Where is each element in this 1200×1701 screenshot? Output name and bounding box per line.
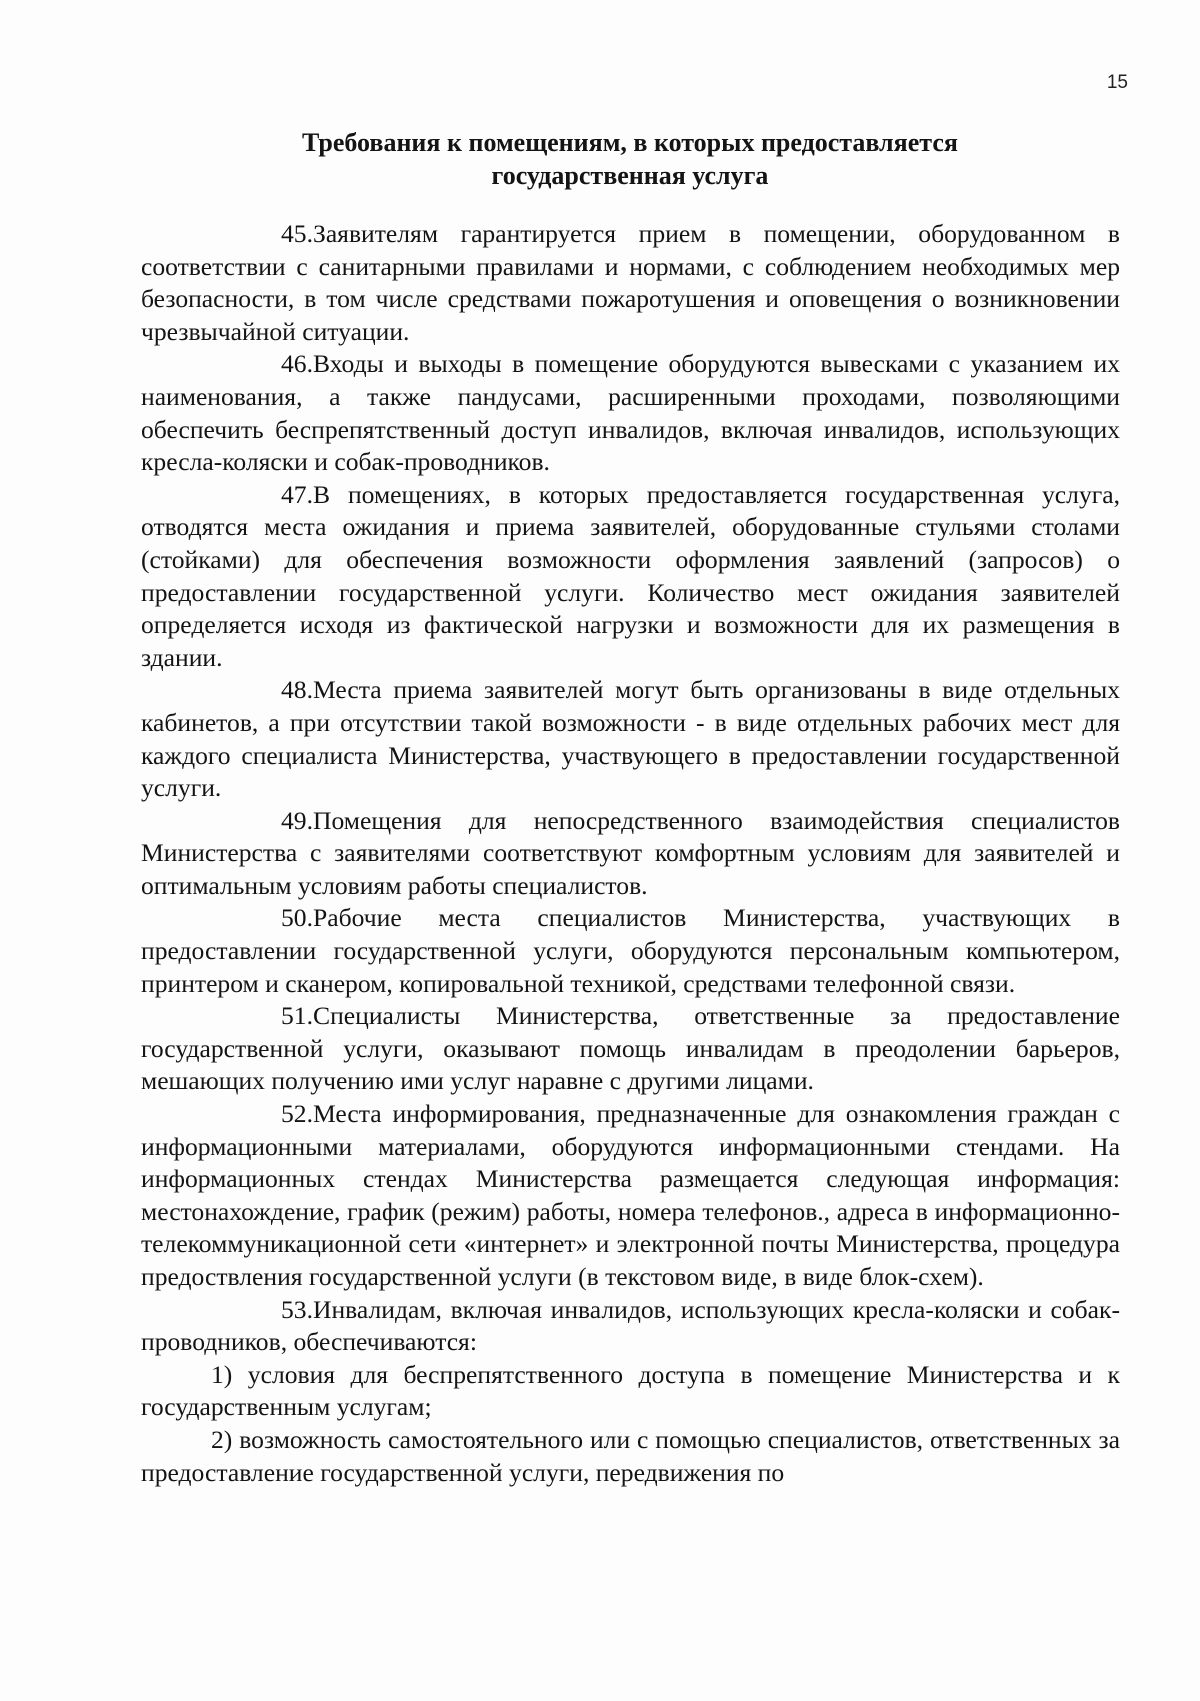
paragraph-46 [141,348,1120,478]
paragraph-number: 53. [281,1294,313,1324]
paragraph-number: 52. [281,1099,313,1129]
paragraph-text: Места приема заявителей могут быть организованы в виде отдельных кабинетов, а при отсутствии такой возможности - в виде отдельных рабочих мест для каждого специалиста Министерства, участвующего в предоставлении государственной услуги. [141,675,1120,803]
paragraph-number: 48. [281,675,313,705]
paragraph-number: 45. [281,219,313,248]
paragraph-50 [141,902,1120,1000]
subitem-number: 1) [211,1359,233,1389]
subitem-text: возможность самостоятельного или с помощью специалистов, ответственных за предоставление государственной услуги, передвижения по [141,1424,1120,1487]
paragraph-text: В помещениях, в которых предоставляется государственная услуга, отводятся места ожидания и приема заявителей, оборудованные стульями столами (стойками) для обеспечения возможности оформления заявлений (запросов) о предоставлении государственной услуги. Количество мест ожидания заявителей определяется исходя из фактической нагрузки и возможности для их размещения в здании. [141,479,1120,672]
paragraph-52 [141,1098,1120,1294]
paragraph-number: 47. [281,479,313,509]
subitem-number: 2) [211,1424,233,1454]
document-body [141,218,1120,1489]
paragraph-text: Входы и выходы в помещение оборудуются вывесками с указанием их наименования, а также пандусами, расширенными проходами, позволяющими обеспечить беспрепятственный доступ инвалидов, включая инвалидов, использующих кресла-коляски и собак-проводников. [141,349,1120,477]
paragraph-49 [141,805,1120,903]
section-heading [150,126,1110,192]
section-heading-line-1: Требования к помещениям, в которых предоставляется [302,128,958,157]
paragraph-text: Рабочие места специалистов Министерства, участвующих в предоставлении государственной услуги, оборудуются персональным компьютером, принтером и сканером, копировальной техникой, средствами телефонной связи. [141,903,1120,998]
paragraph-number: 46. [281,349,313,379]
paragraph-number: 51. [281,1001,313,1031]
paragraph-text: Помещения для непосредственного взаимодействия специалистов Министерства с заявителями соответствуют комфортным условиям для заявителей и оптимальным условиям работы специалистов. [141,805,1120,900]
subitem-2 [141,1424,1120,1489]
paragraph-text: Инвалидам, включая инвалидов, использующих кресла-коляски и собак-проводников, обеспечиваются: [141,1294,1120,1357]
paragraph-number: 49. [281,805,313,835]
page-number: 15 [1106,72,1128,93]
paragraph-number: 50. [281,903,313,933]
paragraph-text: Заявителям гарантируется прием в помещении, оборудованном в соответствии с санитарными правилами и нормами, с соблюдением необходимых мер безопасности, в том числе средствами пожаротушения и оповещения о возникновении чрезвычайной ситуации. [141,219,1120,346]
paragraph-text: Места информирования, предназначенные для ознакомления граждан с информационными материалами, оборудуются информационными стендами. На информационных стендах Министерства размещается следующая информация: местонахождение, график (режим) работы, номера телефонов., адреса в информационно-телекоммуникационной сети «интернет» и электронной почты Министерства, процедура предоствления государственной услуги (в текстовом виде, в виде блок-схем). [141,1099,1120,1291]
subitem-text: условия для беспрепятственного доступа в помещение Министерства и к государственным услугам; [141,1359,1120,1422]
paragraph-51 [141,1000,1120,1098]
paragraph-48 [141,674,1120,804]
paragraph-45 [141,218,1120,348]
paragraph-text: Специалисты Министерства, ответственные за предоставление государственной услуги, оказывают помощь инвалидам в преодолении барьеров, мешающих получению ими услуг наравне с другими лицами. [141,1001,1120,1096]
subitem-1 [141,1359,1120,1424]
paragraph-53 [141,1294,1120,1359]
paragraph-47 [141,479,1120,675]
section-heading-line-2: государственная услуга [491,161,769,190]
